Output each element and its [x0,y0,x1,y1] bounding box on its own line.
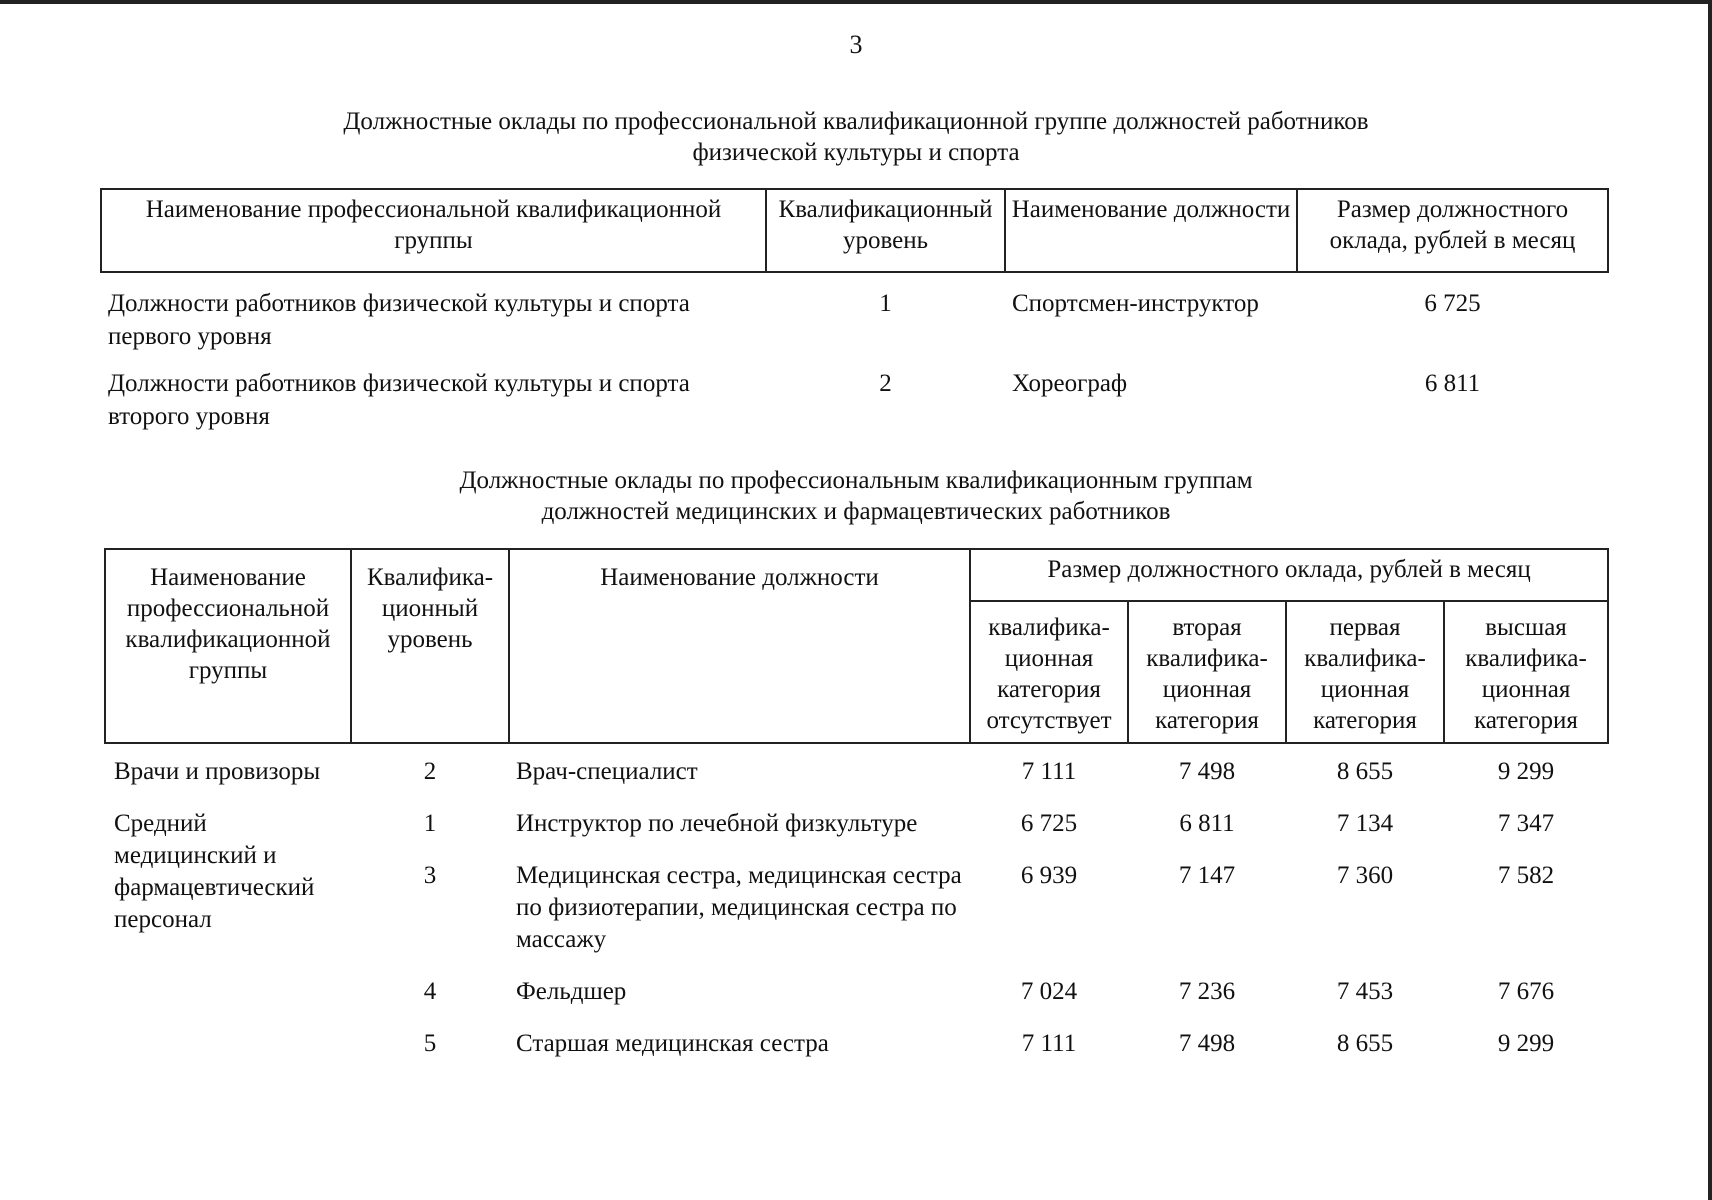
right-border [1708,0,1712,1200]
salary-category-none: 7 024 [1020,978,1078,1005]
level-value: 1 [879,290,892,317]
group-name: Средний медицинский и фармацевтический персонал [114,810,315,933]
group-name: Должности работников физической культуры и спорта второго уровня [108,370,690,430]
salary-category-highest: 7 676 [1497,978,1555,1005]
header-group: Наименование профессиональной квалификационной группы [101,189,766,272]
salary-category-first: 7 134 [1336,810,1394,837]
level-value: 2 [423,758,437,785]
salary-category-second: 7 147 [1178,862,1236,889]
salary-category-first: 7 453 [1336,978,1394,1005]
section2-title [0,465,1712,527]
salary-category-first: 7 360 [1336,862,1394,889]
header-category-highest: высшая квалифика-ционная категория [1444,601,1608,743]
table-row [105,788,1608,840]
header-category-second: вторая квалифика-ционная категория [1128,601,1286,743]
position-name: Фельдшер [516,978,627,1005]
header-category-none: квалифика-ционная категория отсутствует [970,601,1128,743]
table-row [101,357,1608,433]
salary-category-highest: 7 582 [1497,862,1555,889]
group-name: Врачи и провизоры [114,758,321,785]
position-name: Медицинская сестра, медицинская сестра по физиотерапии, медицинская сестра по массажу [516,862,962,953]
salary-category-none: 6 939 [1020,862,1078,889]
header-group: Наименование профессиональной квалификационной группы [105,549,351,743]
position-name: Спортсмен-инструктор [1012,290,1259,317]
salary-category-first: 8 655 [1336,1030,1394,1057]
salary-category-highest: 9 299 [1497,1030,1555,1057]
level-value: 2 [879,370,892,397]
level-value: 3 [423,862,437,889]
section1-title [0,106,1712,168]
salary-category-none: 6 725 [1020,810,1078,837]
medical-salary-table [104,548,1609,1060]
salary-category-second: 7 236 [1178,978,1236,1005]
salary-category-highest: 9 299 [1497,758,1555,785]
salary-value: 6 811 [1424,370,1481,397]
level-value: 4 [423,978,437,1005]
table-row [101,272,1608,357]
position-name: Врач-специалист [516,758,698,785]
group-name: Должности работников физической культуры и спорта первого уровня [108,290,690,350]
header-salary-group: Размер должностного оклада, рублей в месяц [970,549,1608,601]
salary-value: 6 725 [1424,290,1481,317]
salary-category-first: 8 655 [1336,758,1394,785]
section1-title-line: физической культуры и спорта [692,139,1020,166]
table-row [105,743,1608,788]
top-border [0,0,1712,4]
section2-title-line: Должностные оклады по профессиональным квалификационным группам [459,467,1253,494]
salary-category-highest: 7 347 [1497,810,1555,837]
position-name: Инструктор по лечебной физкультуре [516,810,918,837]
level-value: 1 [423,810,437,837]
section1-title-line: Должностные оклады по профессиональной квалификационной группе должностей работников [343,108,1369,135]
level-value: 5 [423,1030,437,1057]
salary-category-second: 7 498 [1178,758,1236,785]
salary-category-none: 7 111 [1021,1030,1077,1057]
salary-category-second: 7 498 [1178,1030,1236,1057]
position-name: Хореограф [1012,370,1128,397]
position-name: Старшая медицинская сестра [516,1030,829,1057]
header-category-first: первая квалифика-ционная категория [1286,601,1444,743]
salary-category-second: 6 811 [1179,810,1235,837]
section2-title-line: должностей медицинских и фармацевтических работников [541,498,1171,525]
page-number: 3 [849,30,863,59]
header-position: Наименование должности [509,549,970,743]
salary-category-none: 7 111 [1021,758,1077,785]
header-level: Квалификационный уровень [766,189,1005,272]
header-salary: Размер должностного оклада, рублей в месяц [1297,189,1608,272]
sport-salary-table [100,188,1609,433]
header-level: Квалифика-ционный уровень [351,549,509,743]
header-position: Наименование должности [1005,189,1297,272]
